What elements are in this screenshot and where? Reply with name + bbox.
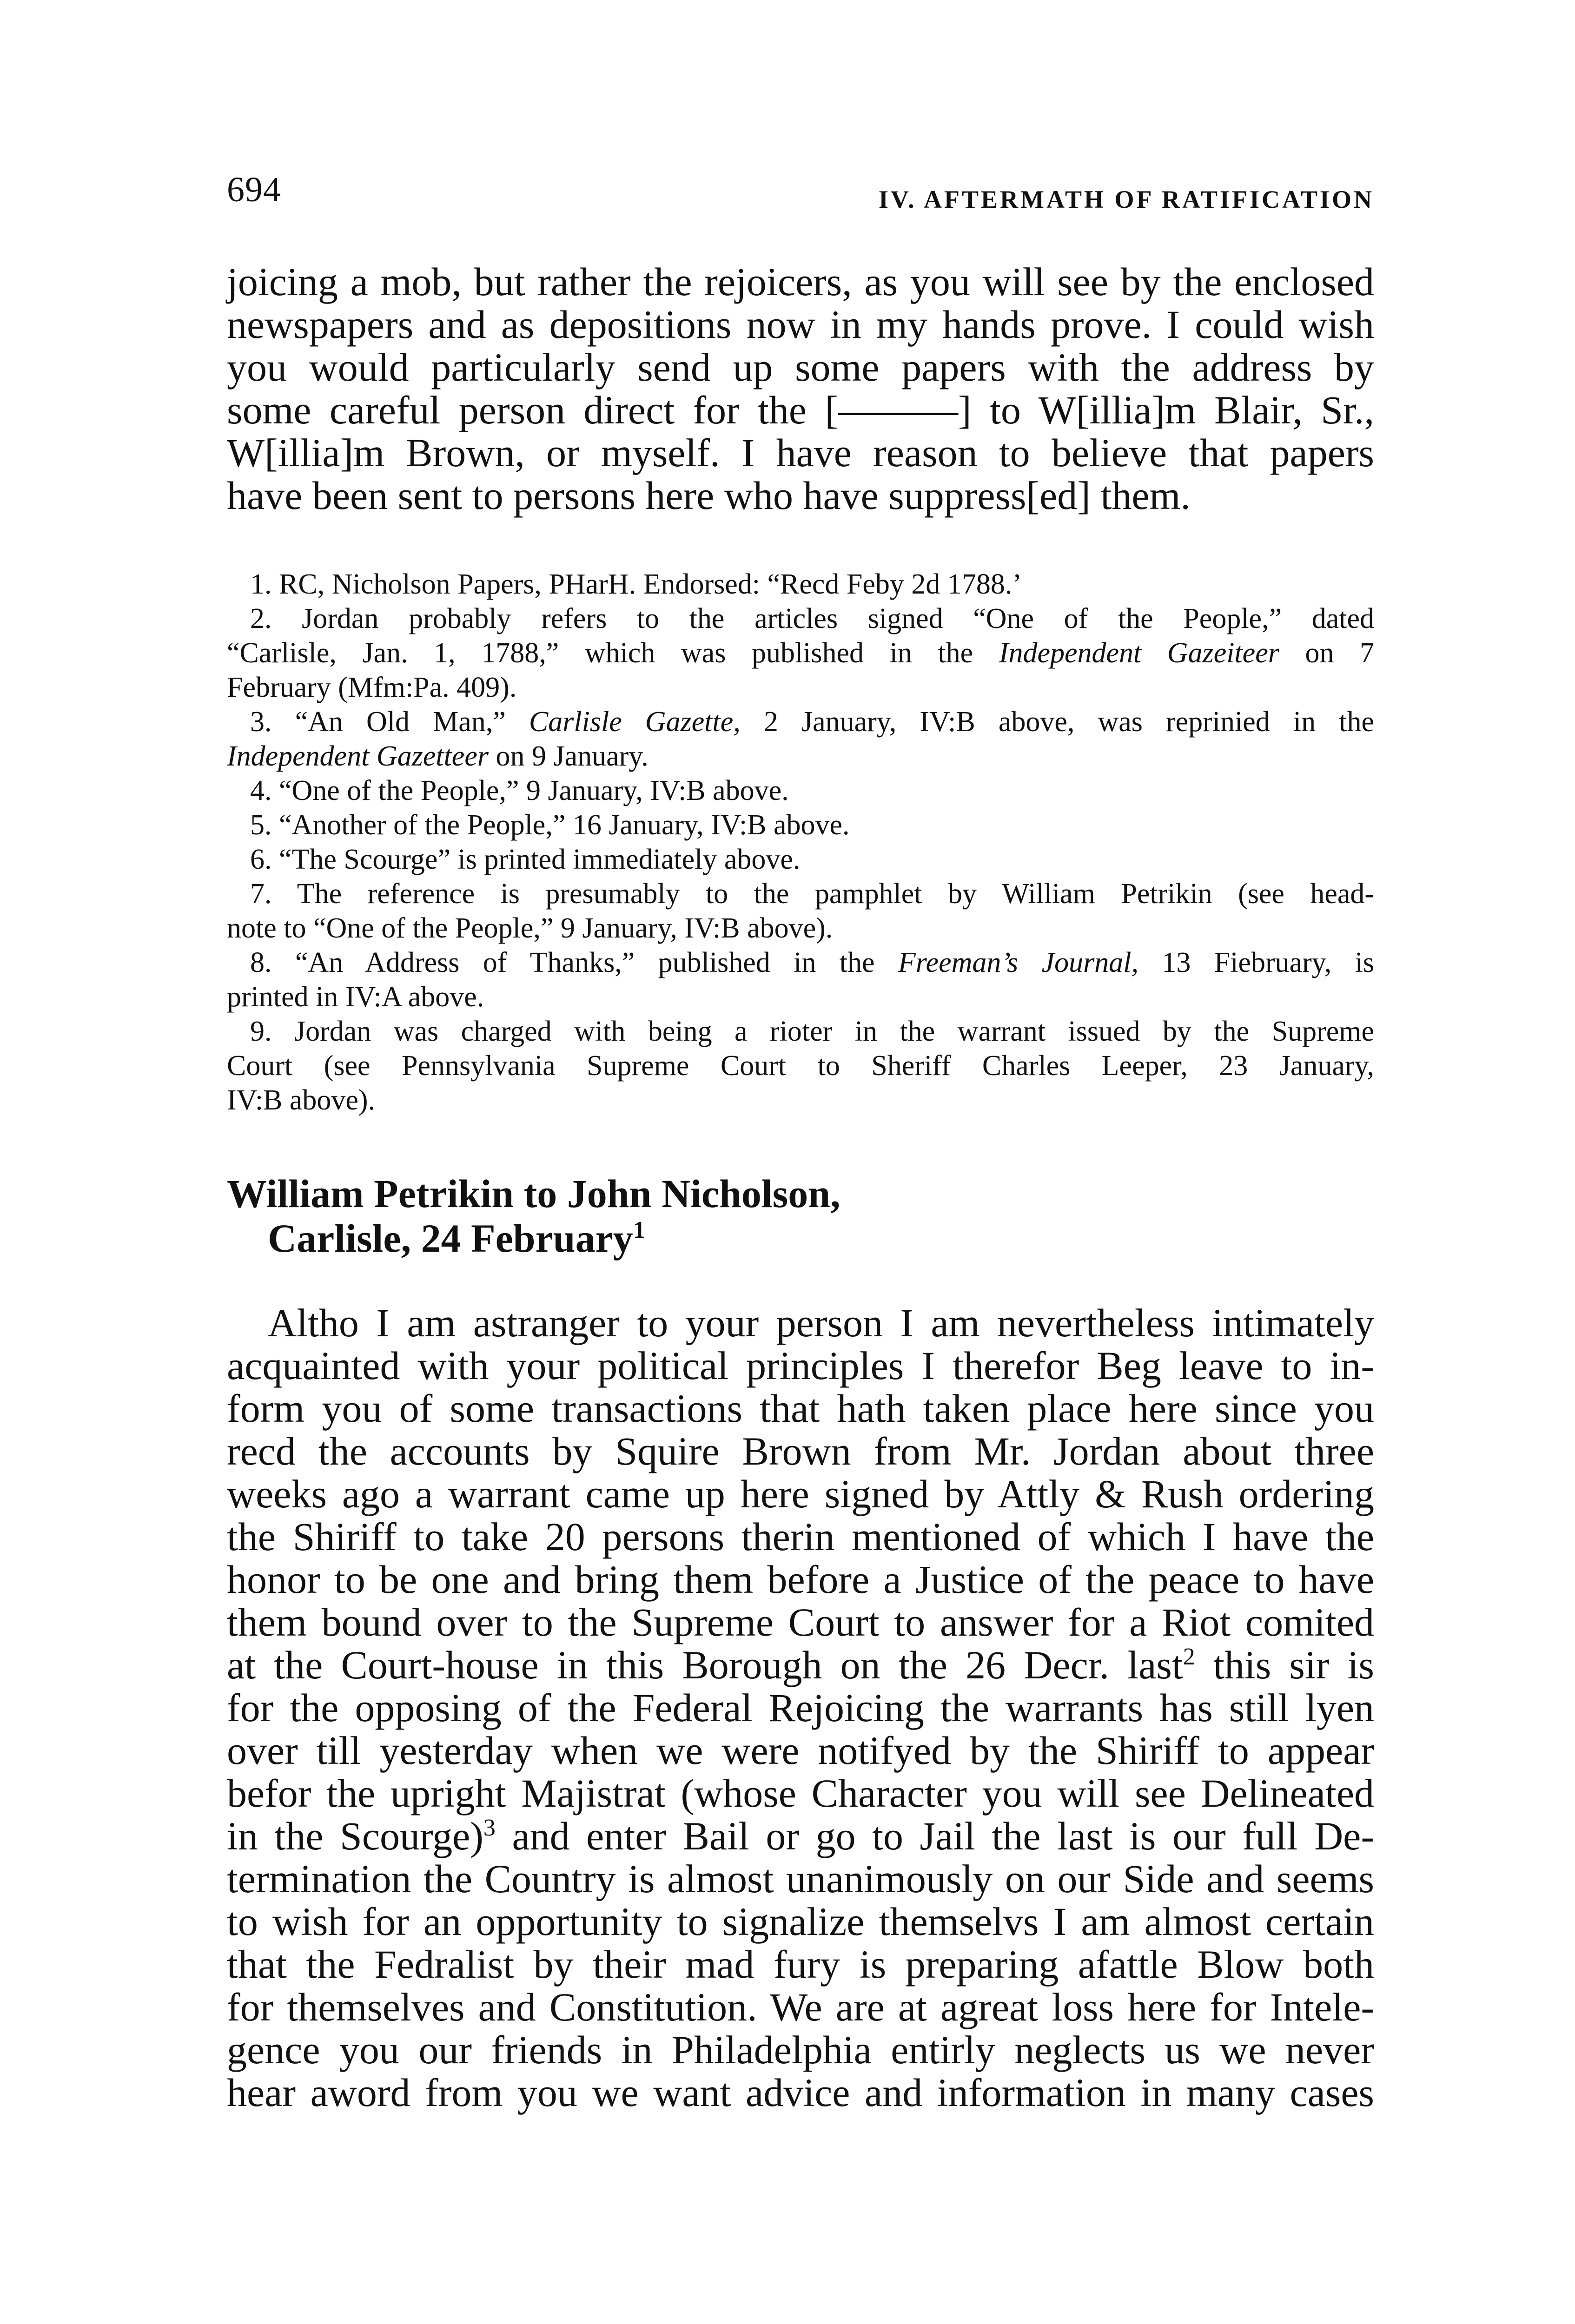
footnote-line — [227, 636, 1374, 670]
footnote-line: note to “One of the People,” 9 January, IV:B above). — [227, 912, 833, 944]
text-line: befor the upright Majistrat (whose Character you will see Delineated — [227, 1771, 1374, 1816]
footnote-line: printed in IV:A above. — [227, 981, 484, 1013]
footnote-line: 7. The reference is presumably to the pamphlet by William Petrikin (see head- — [250, 878, 1374, 910]
text-line: for themselves and Constitution. We are at agreat loss here for Intele- — [227, 1985, 1374, 2029]
text-line: termination the Country is almost unanimously on our Side and seems — [227, 1856, 1374, 1901]
text-line: that the Fedralist by their mad fury is preparing afattle Blow both — [227, 1942, 1374, 1987]
text-line: weeks ago a warrant came up here signed by Attly & Rush ordering — [227, 1472, 1374, 1516]
newspaper-title: Independent Gazetteer — [227, 740, 489, 772]
footnote-line: IV:B above). — [227, 1084, 376, 1116]
text-line: for the opposing of the Federal Rejoicing the warrants has still lyen — [227, 1685, 1374, 1730]
footnote-line: 2. Jordan probably refers to the articles signed “One of the People,” dated — [250, 603, 1374, 634]
newspaper-title: Carlisle Gazette, — [529, 706, 741, 738]
footnote-line: 5. “Another of the People,” 16 January, IV:B above. — [250, 809, 850, 841]
footnote-line: Court (see Pennsylvania Supreme Court to Sheriff Charles Leeper, 23 January, — [227, 1050, 1374, 1082]
footnote-text: 2 January, IV:B above, was reprinied in the — [763, 706, 1374, 738]
footnote-1 — [227, 567, 1374, 601]
text-line: to wish for an opportunity to signalize themselvs I am almost certain — [227, 1899, 1374, 1944]
footnote-line: 9. Jordan was charged with being a rioter in the warrant issued by the Supreme — [250, 1016, 1374, 1047]
text-line: joicing a mob, but rather the rejoicers, as you will see by the enclosed — [227, 259, 1374, 304]
footnote-7 — [227, 877, 1374, 945]
text-line: hear aword from you we want advice and information in many cases — [227, 2070, 1374, 2115]
newspaper-title: Freeman’s Journal, — [898, 947, 1138, 978]
footnote-marker: 1 — [633, 1217, 645, 1243]
letter-paragraph — [227, 1301, 1374, 2114]
footnote-text: on 9 January. — [496, 740, 649, 772]
footnote-9 — [227, 1014, 1374, 1117]
document-heading — [227, 1171, 840, 1261]
text-line: the Shiriff to take 20 persons therin mentioned of which I have the — [227, 1514, 1374, 1559]
footnote-line — [227, 945, 1374, 980]
text-line: them bound over to the Supreme Court to answer for a Riot comited — [227, 1600, 1374, 1644]
text-line: form you of some transactions that hath taken place here since you — [227, 1386, 1374, 1431]
footnote-2 — [227, 601, 1374, 705]
text-line: acquainted with your political principles I therefor Beg leave to in- — [227, 1343, 1374, 1388]
text-segment: at the Court-house in this Borough on the 26 Decr. last — [227, 1643, 1183, 1687]
footnote-line — [227, 739, 1374, 773]
continued-letter-paragraph — [227, 260, 1374, 517]
footnote-text: on 7 — [1305, 637, 1375, 669]
footnote-text: 13 Fiebruary, is — [1162, 947, 1375, 978]
footnote-5 — [227, 808, 1374, 842]
footnote-8 — [227, 945, 1374, 1014]
heading-line: William Petrikin to John Nicholson, — [227, 1171, 840, 1216]
text-line: honor to be one and bring them before a Justice of the peace to have — [227, 1557, 1374, 1602]
footnote-line: 1. RC, Nicholson Papers, PHarH. Endorsed: “Recd Feby 2d 1788.’ — [250, 568, 1022, 600]
footnote-6 — [227, 842, 1374, 877]
text-segment: in the Scourge) — [227, 1814, 483, 1858]
footnote-marker: 3 — [483, 1815, 496, 1841]
footnote-line: February (Mfm:Pa. 409). — [227, 672, 517, 703]
text-line: over till yesterday when we were notifyed by the Shiriff to appear — [227, 1728, 1374, 1773]
text-line: you would particularly send up some papers with the address by — [227, 345, 1374, 390]
text-line — [227, 1815, 1374, 1857]
text-line: recd the accounts by Squire Brown from Mr. Jordan about three — [227, 1429, 1374, 1473]
text-line — [227, 1644, 1374, 1686]
text-line: some careful person direct for the [———] to W[illia]m Blair, Sr., — [227, 388, 1374, 432]
text-line: have been sent to persons here who have suppress[ed] them. — [227, 473, 1191, 518]
footnote-line — [227, 705, 1374, 739]
footnote-line: 4. “One of the People,” 9 January, IV:B above. — [250, 775, 789, 806]
footnote-text: “Carlisle, Jan. 1, 1788,” which was published in the — [227, 637, 973, 669]
text-line: gence you our friends in Philadelphia entirly neglects us we never — [227, 2027, 1374, 2072]
text-segment: and enter Bail or go to Jail the last is our full De- — [495, 1814, 1374, 1858]
text-line: W[illia]m Brown, or myself. I have reason to believe that papers — [227, 430, 1374, 475]
text-segment: this sir is — [1195, 1643, 1374, 1687]
running-head: IV. AFTERMATH OF RATIFICATION — [878, 185, 1374, 213]
text-line: newspapers and as depositions now in my hands prove. I could wish — [227, 302, 1374, 347]
footnote-4 — [227, 773, 1374, 808]
footnote-marker: 2 — [1183, 1644, 1195, 1670]
heading-line — [227, 1216, 840, 1261]
footnote-text: 8. “An Address of Thanks,” published in the — [250, 947, 875, 978]
newspaper-title: Independent Gazeiteer — [999, 637, 1279, 669]
footnote-text: 3. “An Old Man,” — [250, 706, 506, 738]
footnotes — [227, 567, 1374, 1117]
page-number: 694 — [227, 170, 281, 209]
footnote-3 — [227, 705, 1374, 773]
footnote-line: 6. “The Scourge” is printed immediately above. — [250, 844, 801, 875]
heading-place-date: Carlisle, 24 February — [268, 1216, 633, 1261]
text-line: Altho I am astranger to your person I am nevertheless intimately — [268, 1301, 1374, 1345]
